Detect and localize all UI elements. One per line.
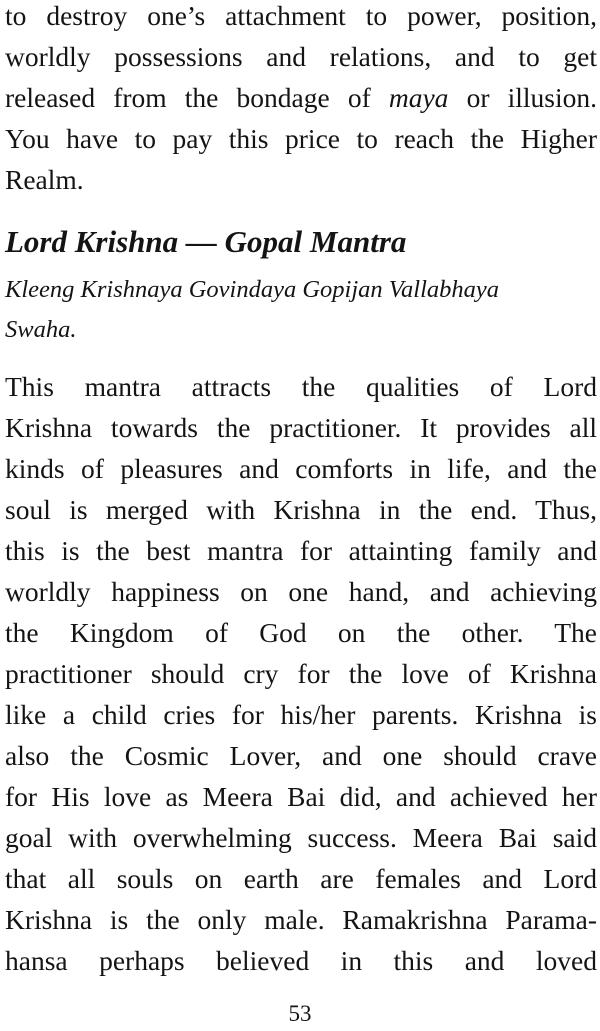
section-heading: Lord Krishna — Gopal Mantra: [5, 224, 407, 259]
paragraph-line: Realm.: [5, 164, 84, 195]
paragraph-line: worldly happiness on one hand, and achieving: [5, 576, 597, 607]
paragraph-line: Krishna towards the practitioner. It provides all: [5, 412, 597, 443]
paragraph-line: worldly possessions and relations, and to get: [5, 41, 597, 72]
paragraph-line: kinds of pleasures and comforts in life, and the: [5, 453, 597, 484]
intro-paragraph: [5, 0, 597, 200]
paragraph-line: goal with overwhelming success. Meera Bai said: [5, 822, 597, 853]
paragraph-line: hansa perhaps believed in this and loved: [5, 945, 597, 976]
paragraph-line: This mantra attracts the qualities of Lord: [5, 371, 597, 402]
italic-term-maya: maya: [388, 82, 449, 113]
paragraph-text: or illusion.: [448, 82, 597, 113]
body-paragraph: [5, 366, 597, 981]
paragraph-line: the Kingdom of God on the other. The: [5, 617, 597, 648]
paragraph-line: soul is merged with Krishna in the end. Thus,: [5, 494, 597, 525]
paragraph-line: Krishna is the only male. Ramakrishna Parama-: [5, 904, 597, 935]
mantra-line: Swaha.: [5, 316, 77, 343]
paragraph-line: You have to pay this price to reach the Higher: [5, 123, 597, 154]
paragraph-text: released from the bondage of: [5, 82, 389, 113]
mantra-line: Kleeng Krishnaya Govindaya Gopijan Vallabhaya: [5, 276, 500, 303]
paragraph-line: practitioner should cry for the love of Krishna: [5, 658, 597, 689]
paragraph-line: for His love as Meera Bai did, and achieved her: [5, 781, 597, 812]
paragraph-line: like a child cries for his/her parents. Krishna is: [5, 699, 597, 730]
paragraph-line: to destroy one’s attachment to power, position,: [5, 0, 597, 31]
mantra-text: [5, 270, 597, 350]
paragraph-line: this is the best mantra for attainting family and: [5, 535, 597, 566]
paragraph-line: [5, 77, 597, 118]
paragraph-line: also the Cosmic Lover, and one should crave: [5, 740, 597, 771]
page-number: 53: [288, 1001, 312, 1026]
paragraph-line: that all souls on earth are females and Lord: [5, 863, 597, 894]
